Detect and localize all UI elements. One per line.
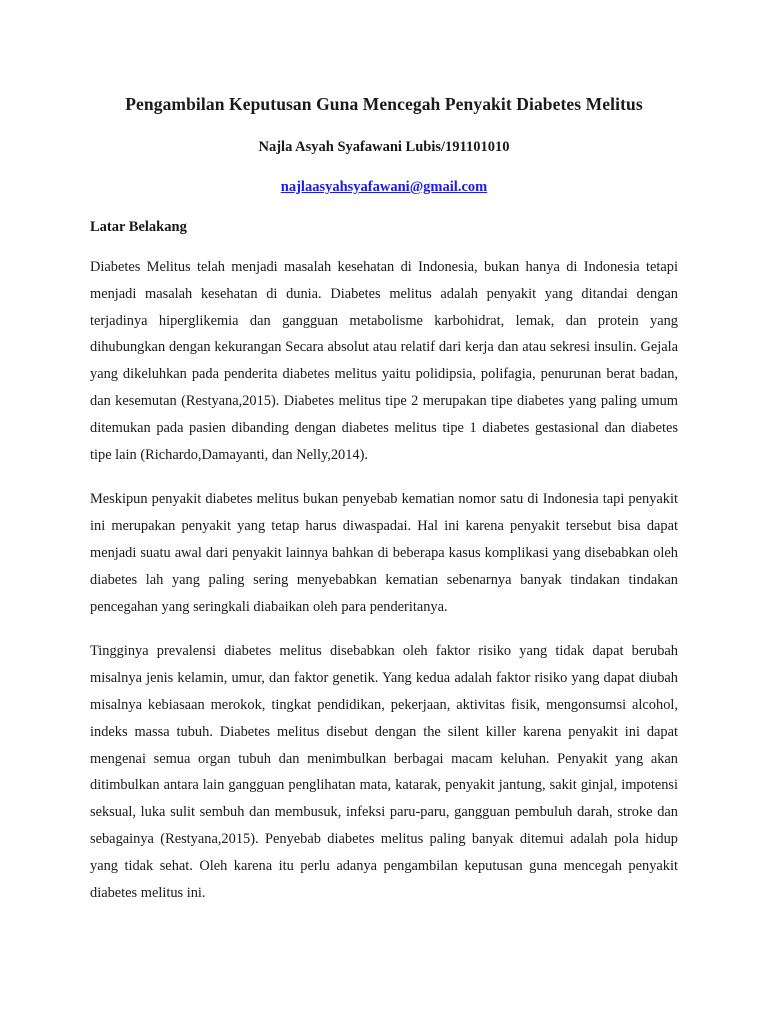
paragraph-3: Tingginya prevalensi diabetes melitus disebabkan oleh faktor risiko yang tidak dapat berubah misalnya jenis kelamin, umur, dan faktor genetik. Yang kedua adalah faktor risiko yang dapat diubah misalnya kebiasaan merokok, tingkat pendidikan, pekerjaan, aktivitas fisik, mengonsumsi alcohol, indeks massa tubuh. Diabetes melitus disebut dengan the silent killer karena penyakit ini dapat mengenai semua organ tubuh dan menimbulkan berbagai macam keluhan. Penyakit yang akan ditimbulkan antara lain gangguan penglihatan mata, katarak, penyakit jantung, sakit ginjal, impotensi seksual, luka sulit sembuh dan membusuk, infeksi paru-paru, gangguan pembuluh darah, stroke dan sebagainya (Restyana,2015). Penyebab diabetes melitus paling banyak ditemui adalah pola hidup yang tidak sehat. Oleh karena itu perlu adanya pengambilan keputusan guna mencegah penyakit diabetes melitus ini. [90,643,678,901]
paragraph-2: Meskipun penyakit diabetes melitus bukan penyebab kematian nomor satu di Indonesia tapi penyakit ini merupakan penyakit yang tetap harus diwaspadai. Hal ini karena penyakit tersebut bisa dapat menjadi suatu awal dari penyakit lainnya bahkan di beberapa kasus komplikasi yang disebabkan oleh diabetes lah yang paling sering menyebabkan kematian sebenarnya banyak tindakan tindakan pencegahan yang seringkali diabaikan oleh para penderitanya. [90,491,678,615]
author-line: Najla Asyah Syafawani Lubis/191101010 [258,139,510,155]
document-page [90,0,678,906]
section-heading: Latar Belakang [90,219,187,235]
email-link[interactable]: najlaasyahsyafawani@gmail.com [280,179,488,195]
document-title: Pengambilan Keputusan Guna Mencegah Penyakit Diabetes Melitus [125,94,643,114]
paragraph-1: Diabetes Melitus telah menjadi masalah kesehatan di Indonesia, bukan hanya di Indonesia tetapi menjadi masalah kesehatan di dunia. Diabetes melitus adalah penyakit yang ditandai dengan terjadinya hiperglikemia dan gangguan metabolisme karbohidrat, lemak, dan protein yang dihubungkan dengan kekurangan Secara absolut atau relatif dari kerja dan atau sekresi insulin. Gejala yang dikeluhkan pada penderita diabetes melitus yaitu polidipsia, polifagia, penurunan berat badan, dan kesemutan (Restyana,2015). Diabetes melitus tipe 2 merupakan tipe diabetes yang paling umum ditemukan pada pasien dibanding dengan diabetes melitus tipe 1 diabetes gestasional dan diabetes tipe lain (Richardo,Damayanti, dan Nelly,2014). [90,259,678,463]
email-line [90,177,678,197]
